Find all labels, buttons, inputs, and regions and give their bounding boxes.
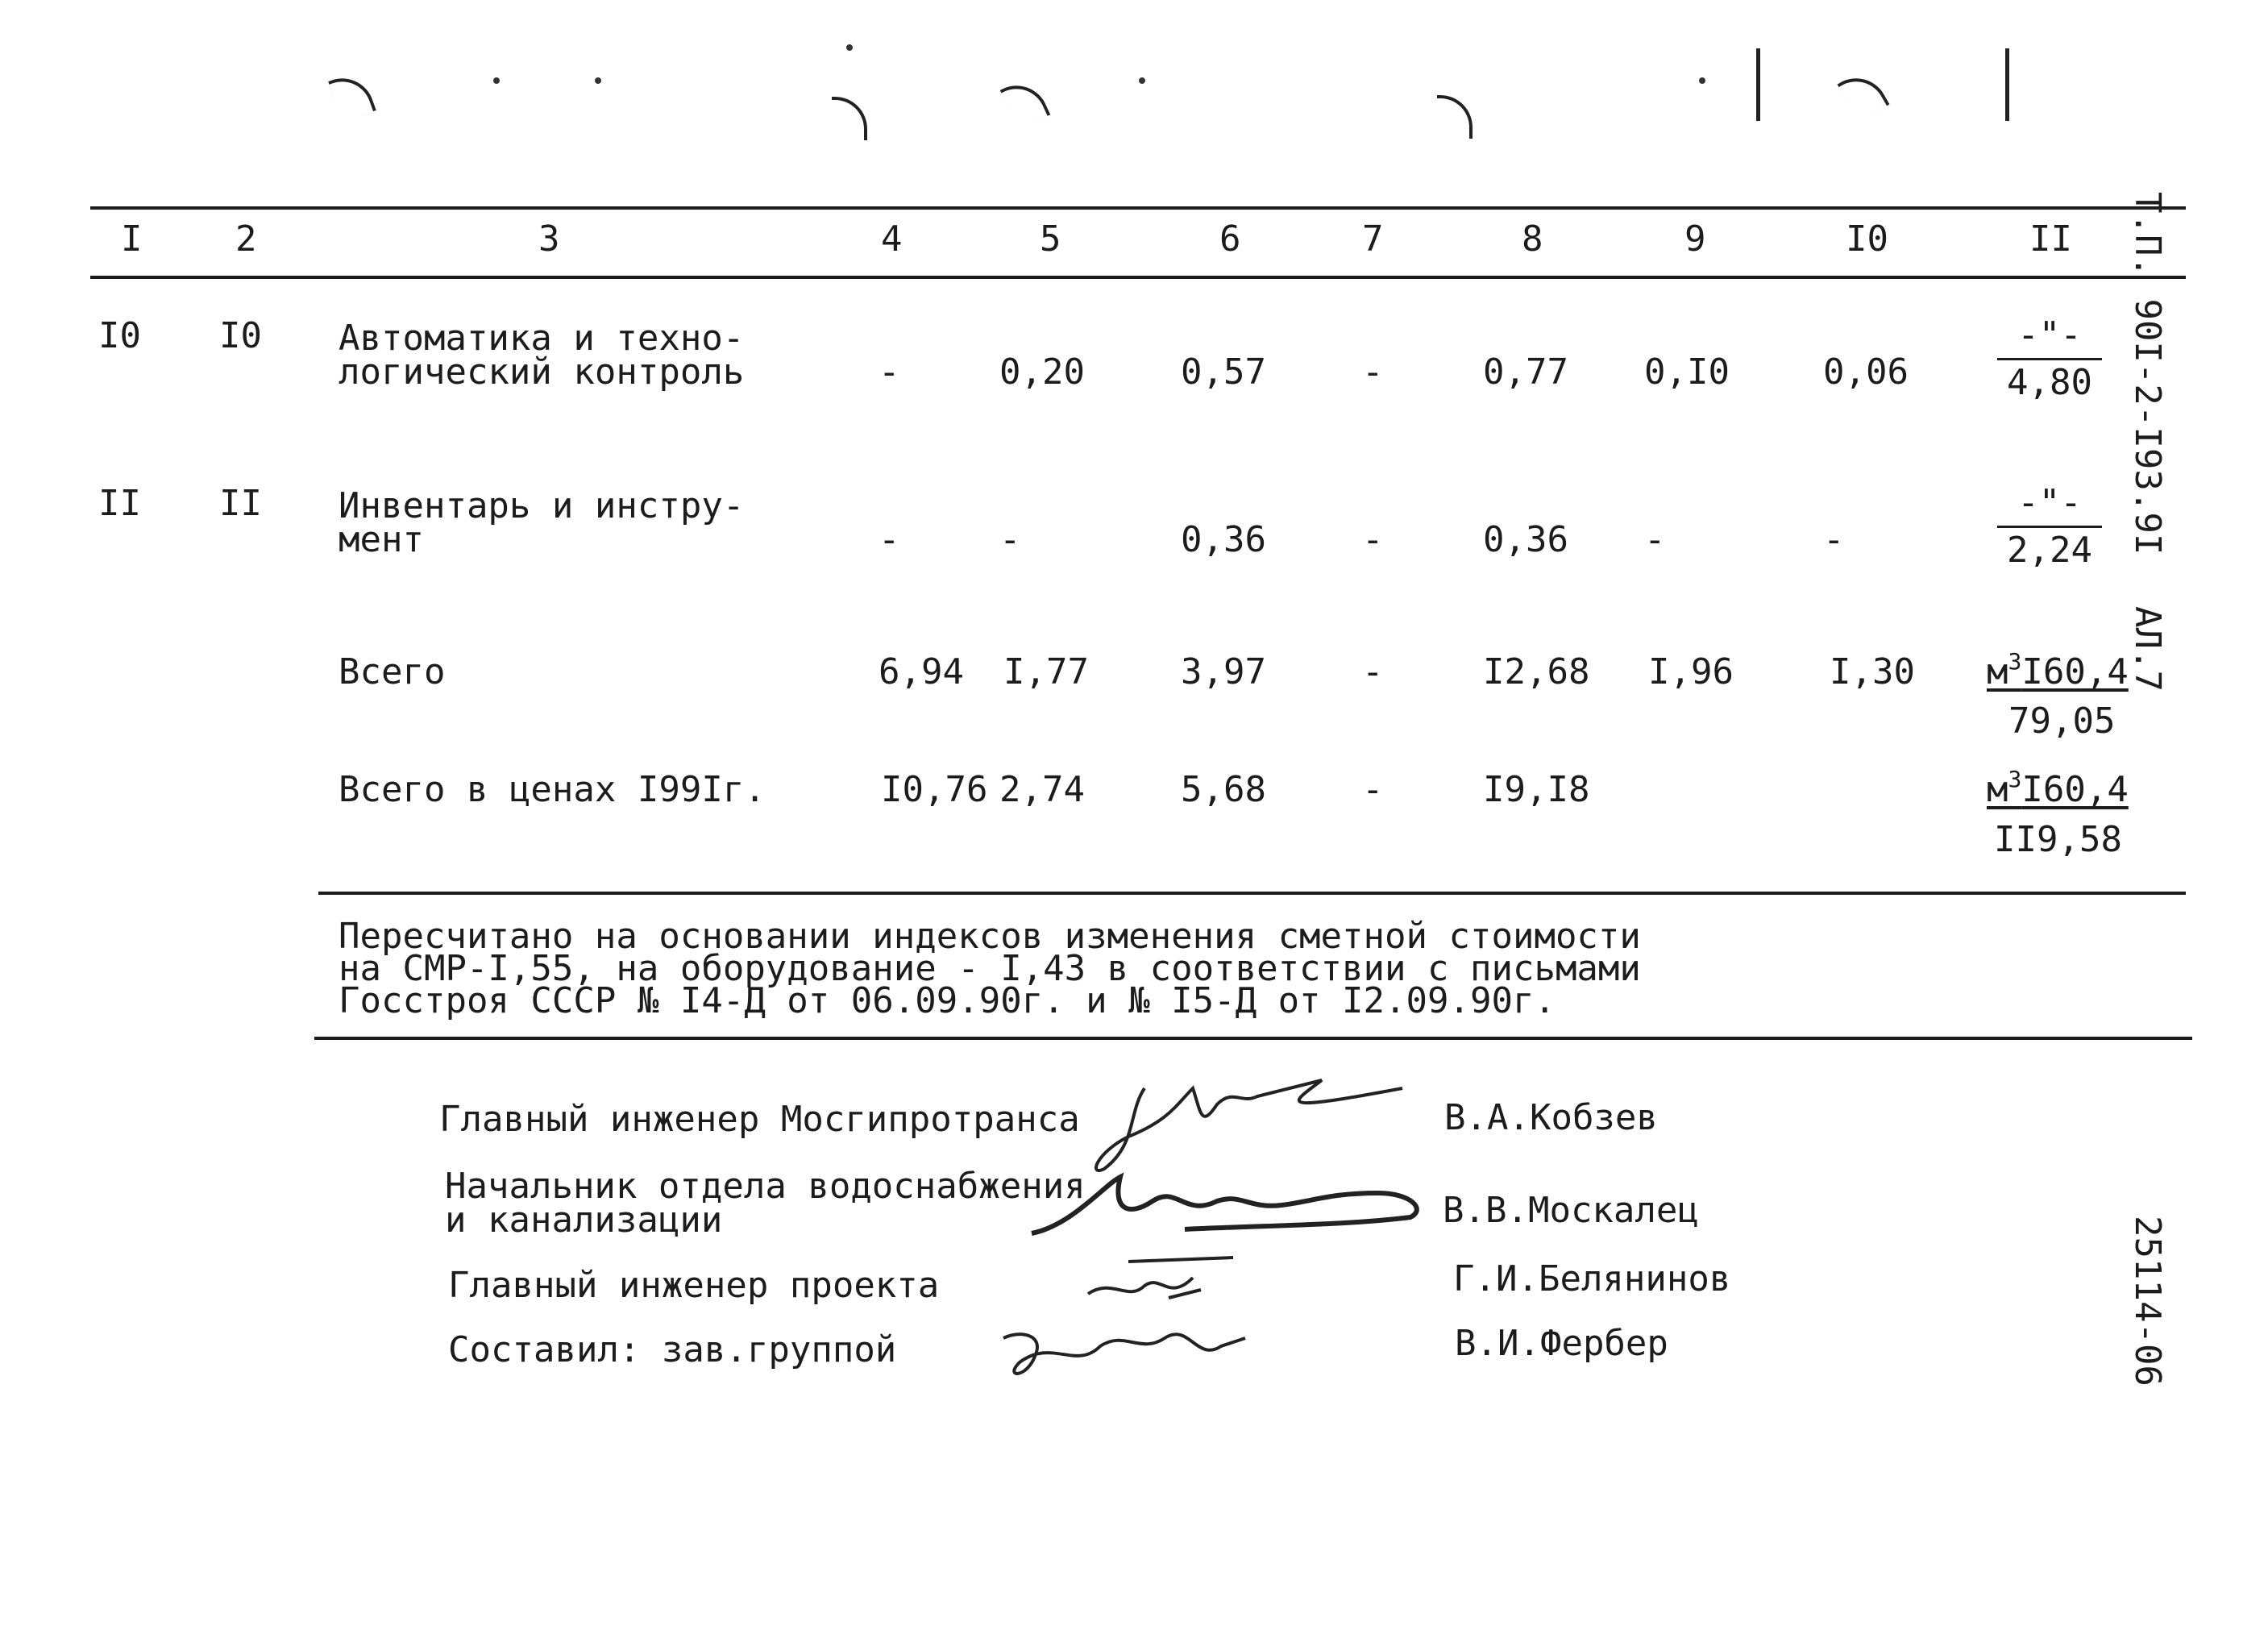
cell-col5: 2,74 [999, 769, 1085, 810]
cell-col7: - [1362, 651, 1384, 692]
cell-col11-top [1987, 766, 2129, 810]
scan-speck [1699, 77, 1705, 84]
cell-col4: I0,76 [881, 769, 988, 810]
cell-col11-bottom: 79,05 [2008, 701, 2116, 742]
cell-col11-top: -"- [2017, 314, 2082, 355]
cell-col5: I,77 [1003, 651, 1089, 692]
unit-exponent: 3 [2008, 766, 2022, 792]
signer-name: В.В.Москалец [1443, 1190, 1699, 1231]
cell-col9: I,96 [1648, 651, 1734, 692]
column-header-8: 8 [1522, 218, 1543, 260]
fraction-bar [1997, 358, 2102, 360]
signature-moskalets [1024, 1161, 1443, 1258]
binding-hole-mark [1837, 67, 1889, 123]
column-header-6: 6 [1219, 218, 1241, 260]
fraction-bar [1997, 526, 2102, 528]
cell-col5: 0,20 [999, 351, 1085, 393]
cell-col7: - [1362, 519, 1384, 560]
signature-kobzev [1080, 1056, 1419, 1177]
signer-position: Составил: зав.группой [448, 1329, 897, 1370]
unit-label: м [1987, 769, 2008, 810]
cell-col9: 0,I0 [1644, 351, 1730, 393]
volume-value: I60,4 [2021, 651, 2129, 692]
cell-col5: - [999, 519, 1021, 560]
cell-col10: - [1823, 519, 1845, 560]
cell-col4: 6,94 [879, 651, 964, 692]
table-top-rule [90, 206, 2186, 210]
cell-col11-bottom: 2,24 [2007, 530, 2092, 571]
unit-exponent: 3 [2008, 648, 2022, 675]
drawing-code: Т.П. 90I-2-I93.9I [2127, 192, 2168, 555]
note-line3: Госстроя СССР № I4-Д от 06.09.90г. и № I5-Д от I2.09.90г. [339, 980, 1556, 1021]
cell-col11-bottom: II9,58 [1994, 819, 2122, 860]
binding-edge-mark [1756, 48, 1760, 121]
note-line1: Пересчитано на основании индексов изменения сметной стоимости [339, 916, 1641, 957]
note-line2: на СМР-I,55, на оборудование - I,43 в соответствии с письмами [339, 948, 1641, 989]
column-header-1: I [121, 218, 143, 260]
signer-position: Начальник отдела водоснабжения [445, 1166, 1086, 1207]
row-name-line1: Автоматика и техно- [339, 318, 745, 359]
row-code: II [219, 483, 262, 524]
column-header-9: 9 [1684, 218, 1706, 260]
signer-name: В.А.Кобзев [1444, 1097, 1658, 1138]
signer-name: Г.И.Белянинов [1453, 1258, 1731, 1299]
table-header-rule [90, 276, 2186, 279]
sheet-number: АЛ.7 [2127, 606, 2168, 692]
cell-col11-top: -"- [2017, 482, 2082, 523]
cell-col11 [1997, 484, 2102, 570]
cell-col10: 0,06 [1823, 351, 1909, 393]
cell-col6: 0,36 [1181, 519, 1266, 560]
cell-col7: - [1362, 351, 1384, 393]
row-number: I0 [98, 315, 141, 356]
signer-position: Главный инженер проекта [448, 1265, 940, 1306]
signer-position: Главный инженер Мосгипротранса [439, 1099, 1080, 1140]
column-header-11: II [2029, 218, 2072, 260]
cell-col9: - [1644, 519, 1666, 560]
cell-col8: 0,77 [1483, 351, 1568, 393]
archive-number: 25114-06 [2127, 1216, 2168, 1387]
cell-col11 [1997, 316, 2102, 402]
cell-col4: - [879, 519, 900, 560]
column-header-4: 4 [881, 218, 903, 260]
signer-position-line2: и канализации [445, 1200, 723, 1241]
signer-name: В.И.Фербер [1455, 1323, 1668, 1364]
column-header-2: 2 [235, 218, 257, 260]
row-code: I0 [219, 315, 262, 356]
cell-col8: I2,68 [1483, 651, 1590, 692]
cell-col6: 5,68 [1181, 769, 1266, 810]
row-name-line2: мент [339, 519, 424, 560]
row-name-line2: логический контроль [339, 351, 745, 393]
cell-col10: I,30 [1830, 651, 1915, 692]
signature-ferber [987, 1306, 1261, 1395]
row-name-line1: Инвентарь и инстру- [339, 485, 745, 526]
note-top-rule [318, 892, 2186, 895]
cell-col6: 3,97 [1181, 651, 1266, 692]
cell-col11-top [1987, 648, 2129, 692]
cell-col11-bottom: 4,80 [2007, 362, 2092, 403]
binding-edge-mark [2005, 48, 2009, 121]
unit-label: м [1987, 651, 2008, 692]
cell-col8: I9,I8 [1483, 769, 1590, 810]
column-header-7: 7 [1362, 218, 1384, 260]
note-bottom-rule [314, 1037, 2192, 1040]
column-header-5: 5 [1040, 218, 1061, 260]
scan-speck [1139, 77, 1145, 84]
cell-col7: - [1362, 769, 1384, 810]
cell-col6: 0,57 [1181, 351, 1266, 393]
volume-value: I60,4 [2021, 769, 2129, 810]
row-number: II [98, 483, 141, 524]
scan-speck [493, 77, 500, 84]
column-header-10: I0 [1846, 218, 1888, 260]
binding-hole-mark [1000, 75, 1051, 130]
binding-hole-mark [328, 69, 376, 123]
total-label: Всего [339, 651, 446, 692]
cell-col4: - [879, 351, 900, 393]
total-1991-label: Всего в ценах I99Iг. [339, 769, 766, 810]
scan-speck [595, 77, 601, 84]
column-header-3: 3 [538, 218, 560, 260]
cell-col8: 0,36 [1483, 519, 1568, 560]
scan-speck [846, 44, 853, 51]
binding-hole-mark [1437, 95, 1473, 139]
binding-hole-mark [832, 97, 867, 140]
